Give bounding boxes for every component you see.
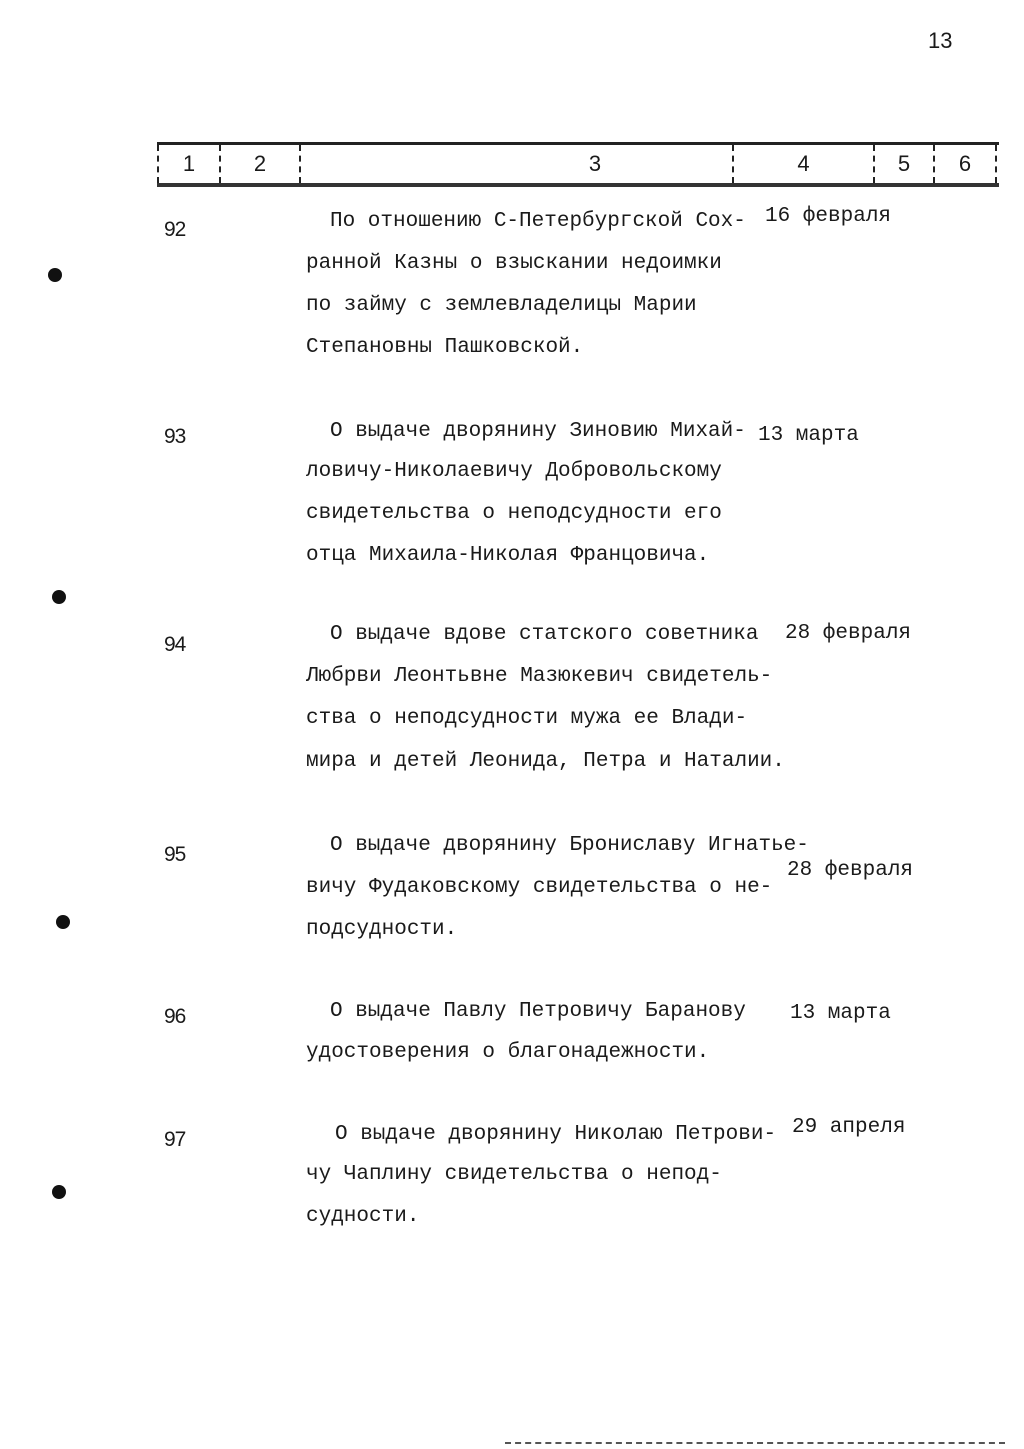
entry-date: 13 марта: [758, 424, 859, 447]
entry-number: 94: [164, 633, 186, 656]
entry-number: 96: [164, 1005, 186, 1028]
entry-text-line: отца Михаила-Николая Францовича.: [306, 544, 710, 567]
entry-text-line: О выдаче дворянину Зиновию Михай-: [330, 420, 746, 443]
punch-hole: [52, 1185, 66, 1199]
entry-text-line: свидетельства о неподсудности его: [306, 502, 722, 525]
entry-text-line: По отношению С-Петербургской Сох-: [330, 210, 746, 233]
entry-text-line: судности.: [306, 1205, 420, 1228]
page-number: 13: [928, 28, 953, 53]
entry-text-line: О выдаче дворянину Николаю Петрови-: [335, 1123, 777, 1146]
column-header-5: 5: [873, 145, 933, 183]
entry-text-line: Любрви Леонтьвне Мазюкевич свидетель-: [306, 665, 773, 688]
entry-date: 13 марта: [790, 1002, 891, 1025]
entry-text-line: ловичу-Николаевичу Добровольскому: [306, 460, 722, 483]
entry-text-line: удостоверения о благонадежности.: [306, 1041, 710, 1064]
entry-text-line: О выдаче дворянину Брониславу Игнатье-: [330, 834, 809, 857]
punch-hole: [48, 268, 62, 282]
punch-hole: [56, 915, 70, 929]
entry-text-line: вичу Фудаковскому свидетельства о не-: [306, 876, 773, 899]
entry-date: 16 февраля: [765, 205, 892, 228]
column-header-6: 6: [933, 145, 997, 183]
column-header-4: 4: [732, 145, 873, 183]
entry-date: 29 апреля: [792, 1116, 906, 1139]
entry-text-line: ства о неподсудности мужа ее Влади-: [306, 707, 748, 730]
entry-text-line: чу Чаплину свидетельства о непод-: [306, 1163, 722, 1186]
entry-text-line: ранной Казны о взыскании недоимки: [306, 252, 722, 275]
entry-text-line: мира и детей Леонида, Петра и Наталии.: [306, 750, 785, 773]
entry-number: 97: [164, 1128, 186, 1151]
entry-date: 28 февраля: [787, 859, 914, 882]
column-header-2: 2: [219, 145, 299, 183]
entry-date: 28 февраля: [785, 622, 912, 645]
column-header-3: 3: [299, 145, 889, 183]
entry-number: 93: [164, 425, 186, 448]
bottom-rule: [505, 1442, 1005, 1444]
entry-number: 92: [164, 218, 186, 241]
entry-text-line: О выдаче Павлу Петровичу Баранову: [330, 1000, 746, 1023]
column-header-row: [157, 142, 999, 187]
column-header-1: 1: [157, 145, 219, 183]
entry-text-line: по займу с землевладелицы Марии: [306, 294, 697, 317]
entry-text-line: Степановны Пашковской.: [306, 336, 584, 359]
entry-text-line: подсудности.: [306, 918, 458, 941]
punch-hole: [52, 590, 66, 604]
entry-number: 95: [164, 843, 186, 866]
entry-text-line: О выдаче вдове статского советника: [330, 623, 759, 646]
